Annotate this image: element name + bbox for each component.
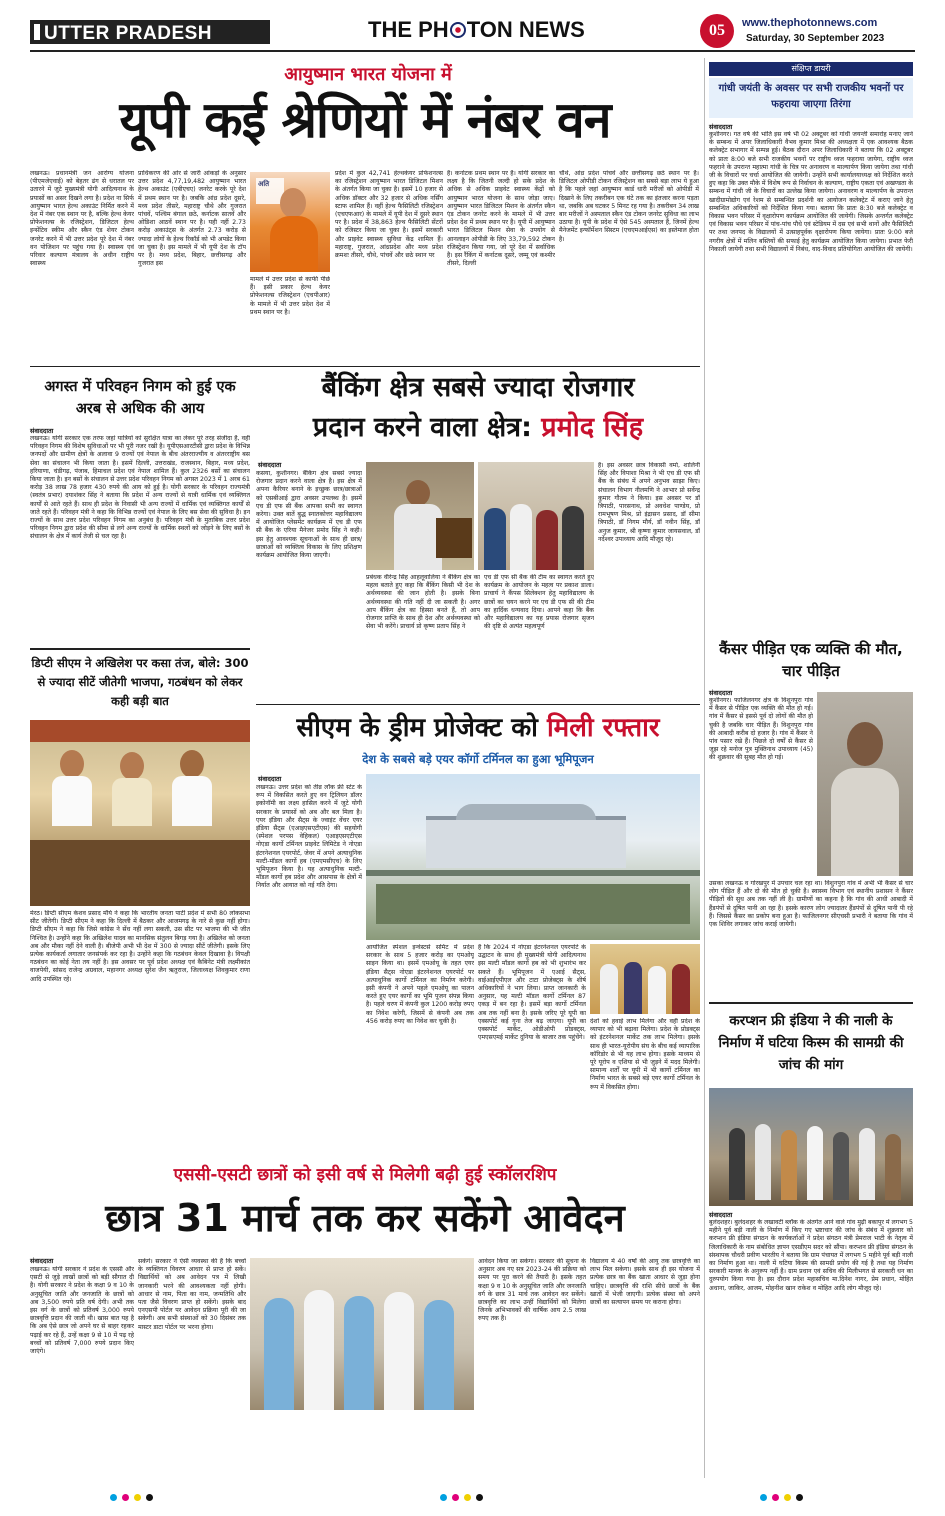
masthead-rule [30,50,915,52]
airport-byline: संवाददाता [258,775,282,783]
sidebar-body-3: बुलंदशहर। बुलंदशहर के लखावटी ब्लॉक के अंतर्गत आने वाले गांव मुढ़ी बकापुर में लगभग 5 महीने पूर्व बड़ी नाली के निर्माण में किए गए भ्रष्टाचार की जांच के संबंध में शुक्रवार को करप्शन फ्री इंडिया संगठन के कार्यकर्ताओं ने प्रदेश संगठन मंत्री प्रेमराज भाटी के नेतृत्व में जिलाधिकारी के नाम संबोधित ज्ञापन एसडीएम सदर को सौंपा। करप्शन फ्री इंडिया संगठन के संस्थापक चौधरी प्रवीण भारतीय ने बताया कि ग्राम पंचायत में लगभग 5 महीने पूर्व बड़ी नाली का निर्माण हुआ था। नाली में घटिया किस्म की सामग्री प्रयोग की गई है तथा यह निर्माण सरकारी मानक के अनुरूप नहीं है। ग्राम प्रधान एवं सचिव की मिलीभगत से सरकारी धन का दुरुपयोग किया गया है। इस दौरान प्रदेश महासचिव मा.दिनेश नागर, प्रेम प्रधान, मोहित अधाना, जाकिर, आजम, मोहनीश खान राकेश व मोहित आदि लोग मौजूद रहे। [709,1219,913,1292]
sidebar-body: कुशीनगर। गत वर्ष की भांति इस वर्ष भी 02 अक्टूबर को गांधी जयन्ती समारोह मनाए जाने के सम्बन्ध में अपर जिलाधिकारी वैभव कुमार मिश्रा की अध्यक्षता में एक आवश्यक बैठक कलेक्ट्रेट सभागार में सम्पन्न हुई। बैठक दौरान अपर जिलाधिकारी ने बताया कि 02 अक्टूबर को प्रातः 8:00 बजे सभी राजकीय भवनों पर राष्ट्रीय ध्वज फहराया जायेगा, राष्ट्रीय ध्वज फहराने के उपरान्त महात्मा गांधी के चित्र पर अनावरण व माल्यार्पण किया जायेगा तथा गांधी जी के विचारों पर चर्चा आयोजित की जायेगी। उन्होंने सभी कार्यालयाध्यक्ष को निर्देशित करते हुए कहा कि उक्त मौके में विशेष रूप से निर्वाचन के कल्याण, राष्ट्रीय एकता एवं अखण्डता के सम्बन्ध में गांधी जी के विचारों का उल्लेख किया जायेगा। अनावरण व माल्यार्पण के उपरान्त खादीग्रामोद्योग एवं रेशम से सम्बन्धित प्रदर्शनी का आयोजन कलेक्ट्रेट में कराए जाने हेतु सम्बन्धित अधिकारियों को निर्देशित किया गया। बताया कि प्रातः 8:30 बजे कलेक्ट्रेट व विकास भवन परिसर में वृक्षारोपण कार्यक्रम आयोजित की जायेगी। जिसके अन्तर्गत कलेक्ट्रेट एवं विकास भवन परिसर में पांच-पांच पौधे एवं स्टेडियम में दस एवं सभी थानों और फैसिलिटी पर तथा जनपद के विद्यालयों में उत्साहपूर्वक वृक्षारोपण किया जायेगा। प्रातः 9:00 बजे नगरीय क्षेत्रों में मलिन बस्तियों की सफाई हेतु कार्यक्रम आयोजित किया जायेगा। प्रभात फेरी निकाली जायेगी तथा सभी विद्यालयों में निबंध, वाद-विवाद प्रतियोगिता आयोजित की जायेगी। [709,131,913,253]
corruption-free-photo [709,1088,913,1206]
transport-byline: संवाददाता [30,427,54,435]
region-label: UTTER PRADESH [44,23,213,44]
region-tag [30,20,270,44]
bhoomipujan-photo [590,944,700,1014]
lead-col-3: प्रदेश में कुल 42,741 हेल्थकेयर प्रोफेशनल्स का रजिस्ट्रेशन आयुष्मान भारत डिजिटल मिशन के अंतर्गत किया जा चुका है। इसमें 10 हजार से अधिक डॉक्टर और 32 हजार से अधिक नर्सिंग स्टाफ शामिल हैं। वहीं हेल्थ फैसिलिटी रजिस्ट्रेशन (एचएफआर) के मामले में यूपी देश में दूसरे स्थान पर है। प्रदेश में 38,863 हेल्थ फैसिलिटी सेंटरों को रजिस्टर किया जा चुका है। इसमें सरकारी और प्राइवेट स्वास्थ्य सुविधा केंद्र शामिल हैं। महाराष्ट्र, गुजरात, आंध्रप्रदेश और मध्य प्रदेश क्रमशः तीसरे, चौथे, पांचवें और छठे स्थान पर [335,170,443,260]
sidebar-byline-3: संवाददाता [709,1211,733,1219]
website: www.thephotonnews.com [742,17,878,29]
airport-headline-text: सीएम के ड्रीम प्रोजेक्ट को [296,713,547,743]
banking-headline-line2 [256,408,700,448]
page-number: 05 [700,14,734,48]
banking-byline: संवाददाता [258,461,282,469]
banking-col-4: है। इस अवसर छात्र विकासी वर्मा, शालिनी सिंह और विपाशा मिश्रा ने भी एच डी एफ सी बैंक के संबंध में अपने अनुभव साझा किए। संचालन विभाग नीलमणि ने आभार प्रो सर्वेन्द्र कुमार गौतम ने किया। इस अवसर पर डॉ त्रिपाठी, पारसनाथ, प्रो अवधेश पाण्डेय, प्रो रामभूषण मिश्र, प्रो इंद्रासन प्रसाद, डॉ सीमा त्रिपाठी, डॉ निगम मौर्य, डॉ नवीन सिंह, डॉ अनुज कुमार, श्री कृष्णा कुमार जायसवाल, डॉ नर्देश्वर उपाध्याय आदि मौजूद रहे। [598,462,700,543]
banking-col-2: प्रबंधक वीरेन्द्र सिंह आहलूवालिया ने बैंकिंग क्षेत्र का महत्व बताते हुए कहा कि बैंकिंग किसी भी देश के अर्थव्यवस्था की जान होती है। इसके बिना अर्थव्यवस्था की गति नहीं दी जा सकती है। अगर आप बैंकिंग क्षेत्र का हिस्सा बनते हैं, तो आप रोजगार प्राप्ति के साथ ही देश और अर्थव्यवस्था को सेवा भी करेंगे। प्राचार्य प्रो कृष्ण प्रताप सिंह ने [366,574,480,631]
yogi-photo: अति [250,172,330,272]
students-photo [250,1258,474,1410]
lead-headline: यूपी कई श्रेणियों में नंबर वन [119,91,611,149]
banking-photo-audience [478,462,594,570]
deputy-cm-headline: डिप्टी सीएम ने अखिलेश पर कसा तंज, बोले: 300 से ज्यादा सीटें जीतेगी भाजपा, गठबंधन को लेकर कही बड़ी बात [30,648,250,711]
sidebar-headline: गांधी जयंती के अवसर पर सभी राजकीय भवनों पर फहराया जाएगा तिरंगा [718,83,904,110]
airport-col-4: देशों को हवाई लाभ मिलेगा और वहीं प्रदेश के व्यापार को भी बढ़ावा मिलेगा। प्रदेश के प्रोडक्ट्स को इंटरनेशनल मार्केट तक लाभ मिलेगा। इसके साथ ही भारत-यूरोपीय संघ के बीच कई व्यापारिक कॉरिडोर से भी यह लाभ होगा। इसके माध्यम से पूरे यूरोप व एशिया से भी जुड़ने में मदद मिलेगी। सामान्य शर्तों पर यूपी में भी कार्गो टर्मिनल का निर्माण भारत के सबसे बड़े एयर कार्गो टर्मिनल के रूप में विकसित होगा। [590,1018,700,1091]
airport-headline-highlight: मिली रफ्तार [546,713,660,743]
lead-kicker: आयुष्मान भारत योजना में [284,64,452,85]
lead-photo-caption: मामले में उत्तर प्रदेश से काफी पीछे हैं। इसी प्रकार हेल्थ केयर प्रोफेशनल्स रजिस्ट्रेशन (एचपीआर) के मामले में भी उत्तर प्रदेश देश में प्रथम स्थान पर है। [250,276,330,316]
sidebar-headline-3-box [709,1002,913,1086]
airport-col-1: लखनऊ। उत्तर प्रदेश को तीव्र लॉक फ्री स्टेट के रूप में विकसित करते हुए वन ट्रिलियन डॉलर इकोनॉमी का लक्ष्य हासिल करने में जुटे योगी सरकार के प्रयासों को अब और बल मिला है। एयर इंडिया और सैट्स के ज्वाइंट वेंचर एयर इंडिया सैट्स (एआइएसएटीएस) की सहयोगी (स्पेशल परपस वेहिकल) एआइएसएटीएस नोएडा कार्गो टर्मिनल प्राइवेट लिमिटेड ने नोएडा इंटरनेशनल एयरपोर्ट, जेवर में अपने अत्याधुनिक मल्टी-मॉडल कार्गो हब (एमएमसीएच) के लिए भूमिपूजन किया है। यह अत्याधुनिक मल्टी-मॉडल कार्गो हब प्रदेश और आसपास के क्षेत्रों में निर्यात और आयात को नई गति देगा। [256,784,362,890]
lead-col-5: चौथे, आंध्र प्रदेश पांचवें और छत्तीसगढ़ छठे स्थान पर है। डिजिटल ओपीडी टोकन रजिस्ट्रेशन का सबसे बड़ा लाभ ये हुआ है कि पहले जहां आयुष्मान कार्ड धारी मरीजों को ओपीडी में दिखाने के लिए तकरीबन एक घंटे तक का इंतजार करना पड़ता था, जबकि अब घटकर 5 मिनट रह गया है। तकरीबन 34 लाख बार मरीजों ने अस्पताल स्कैन एंड टोकन जनरेट सुविधा का लाभ उठाया है। यूपी के प्रदेश में ऐसे 545 अस्पताल हैं, जिनमें हेल्थ मैनेजमेंट इन्फॉर्मेशन सिस्टम (एचएमआईएस) का इस्तेमाल होता है। [559,170,699,243]
issue-date: Saturday, 30 September 2023 [746,33,885,44]
transport-body: लखनऊ। योगी सरकार एक तरफ जहां यात्रियों को सुरक्षित यात्रा का लेकर पूरे तरह संजीदा है, वहीं परिवहन निगम की विशेष सुविधाओं पर भी पूरी नजर रखी है। यूपीएसआरटीसी द्वारा प्रदेश के विभिन्न जनपदों और ग्रामीण क्षेत्रों के अलावा 9 राज्यों एवं नेपाल के बीच अंतरराज्यीय व अंतरराष्ट्रीय बस सेवा का संचालन भी किया जाता है। इसमें दिल्ली, उत्तराखंड, राजस्थान, बिहार, मध्य प्रदेश, हरियाणा, चंडीगढ़, पंजाब, हिमाचल प्रदेश एवं नेपाल शामिल हैं। कुल 2326 बसों का संचालन किया जाता है। इन बसों के संचालन से उत्तर प्रदेश परिवहन निगम को अगस्त 2023 में 1 अरब 61 करोड़ 38 लाख 78 हजार 430 रुपये की आय को हुई है। योगी सरकार के परिवहन राज्यमंत्री (स्वतंत्र प्रभार) दयाशंकर सिंह ने बताया कि प्रदेश में अन्य राज्यों से यात्री धार्मिक एवं व्यक्तिगत कार्यों से आते रहते हैं। साथ ही प्रदेश के निवासी भी अन्य राज्यों में धार्मिक एवं व्यक्तिगत कार्यों से जाते रहते हैं। परिवहन मंत्री ने कहा कि विभिन्न राज्यों एवं नेपाल के लिए बस सेवा की सुविधा है। इन राज्यों के साथ उत्तर प्रदेश परिवहन निगम का अनुबंध है। परिवहन मंत्री के मुताबिक उत्तर प्रदेश परिवहन निगम द्वारा प्रदेश की सीमा से लगे अन्य राज्यों के धार्मिक स्थलों को जोड़ने के लिए बसों के संचालन के क्षेत्र में कार्य तेजी से चल रहा है। [30,435,250,541]
sidebar-headline-2: कैंसर पीड़ित एक व्यक्ति की मौत, चार पीड़ित [719,640,903,680]
scholarship-col-4: विद्यालय में 40 वर्षों की आयु तक छात्रवृत्ति का लाभ मिल सकेगा। इसके साथ ही इस योजना में प्रत्येक छात्र का बैंक खाता आधार से जुड़ा होना चाहिए। छात्रवृत्ति की राशि सीधे छात्रों के बैंक खातों में भेजी जाएगी। प्रत्येक संस्था को अपने छात्रों का सत्यापन समय पर कराना होगा। [590,1258,700,1307]
paper-logo [368,17,592,47]
masthead [0,0,945,58]
sidebar-byline: संवाददाता [709,123,733,131]
paper-name-part1: THE PH [368,17,449,42]
banking-col-1: कसया, कुशीनगर। बैंकिंग क्षेत्र सबसे ज्यादा रोजगार प्रदान करने वाला क्षेत्र है। इस क्षेत्र में अपना कैरियर बनाने के इच्छुक छात्र/छात्राओं को एसबीआई द्वारा अवसर उपलब्ध है। इसमें एच डी एफ सी बैंक आपका सभी का स्वागत करेगा। उक्त बातें बुद्ध स्नातकोत्तर महाविद्यालय में आयोजित प्लेसमेंट कार्यक्रम में एच डी एफ सी बैंक के एरिया मैनेजर प्रमोद सिंह ने कही। इस हेतु आवश्यक सूचनाओं के साथ ही छात्र/छात्राओं को व्यक्तित्व विकास के लिए प्रशिक्षण कार्यक्रम आयोजित किया जाएगी। [256,470,362,560]
transport-headline: अगस्त में परिवहन निगम को हुई एक अरब से अधिक की आय [44,379,236,417]
photon-logo-icon [450,22,466,38]
scholarship-col-3: आवेदन किया जा सकेगा। सरकार की सूचना के अनुसार अब नए सत्र 2023-24 की प्रक्रिया को समय पर पूरा करने की तैयारी है। इसके तहत कक्षा 9 व 10 के अनुसूचित जाति और जनजाति वर्ग के छात्र 31 मार्च तक आवेदन कर सकेंगे। छात्रवृत्ति का लाभ उन्हीं विद्यार्थियों को मिलेगा जिनके अभिभावकों की वार्षिक आय 2.5 लाख रुपए तक है। [478,1258,586,1323]
scholarship-headline: छात्र 31 मार्च तक कर सकेंगे आवेदन [105,1196,625,1240]
sidebar-headline-3: करप्शन फ्री इंडिया ने की नाली के निर्माण में घटिया किस्म की सामग्री की जांच की मांग [718,1013,904,1073]
scholarship-kicker: एससी-एसटी छात्रों को इसी वर्ष से मिलेगी बढ़ी हुई स्कॉलरशिप [173,1165,557,1185]
print-registration-marks [0,1488,945,1508]
banking-headline-line1: बैंकिंग क्षेत्र सबसे ज्यादा रोजगार [321,372,635,403]
banking-headline-text: प्रदान करने वाला क्षेत्र: [312,412,542,443]
airport-col-3: है कि 2024 में नोएडा इंटरनेशनल एयरपोर्ट के उद्घाटन के साथ ही मुख्यमंत्री योगी आदित्यनाथ इस मल्टी मॉडल कार्गो हब को भी शुभारंभ कर सकते हैं। भूमिपूजन में एआई सैट्स, वाईआईएपीएल और टाटा प्रोजेक्ट्स के शीर्ष अधिकारियों ने भाग लिया। प्राप्त जानकारी के अनुसार, यह मल्टी मॉडल कार्गो टर्मिनल 87 एकड़ में बन रहा है। इसमें बड़ा कार्गो टर्मिनल अब तक नहीं बना है। इसके जरिए पूरे यूपी का एक्सपोर्ट कई गुना तेज बढ़ जाएगा। यूपी का एक्सपोर्ट मार्केट, ओडीओपी प्रोडक्ट्स, एमएसएमई मार्केट दुनिया के बाजार तक पहुंचेंगे। [478,944,586,1042]
banking-col-3: एच डी एफ सी बैंक की टीम का स्वागत करते हुए कार्यक्रम के आयोजन के महत्व पर प्रकाश डाला। प्राचार्य ने कैंपस सिलेक्शन हेतु महाविद्यालय के छात्रों का चयन करने पर एच डी एफ सी की टीम का हार्दिक धन्यवाद दिया। आपने कहा कि बैंक और महाविद्यालय का यह प्रयास रोजगार सृजन की दृष्टि से अत्यंत महत्वपूर्ण [484,574,594,631]
lead-col-2: प्राधिकरण की ओर से जारी आंकड़ों के अनुसार उत्तर प्रदेश 4,77,19,482 आयुष्मान भारत हेल्थ अकाउंट (एबीएचए) जनरेट करके पूरे देश में प्रथम स्थान पर है। जबकि आंध्र प्रदेश दूसरे, मध्य प्रदेश तीसरे, महाराष्ट्र चौथे और गुजरात पांचवें, पश्चिम बंगाल छठे, कर्नाटक सातवें और ओडिशा आठवें स्थान पर है। यही नहीं 2.73 करोड़ अकाउंट्स के अंतर्गत 2.73 करोड़ से ज्यादा लोगों के हेल्थ रिकॉर्ड को भी अपडेट किया जा चुका है। इस मामले में भी यूपी देश के टॉप पर है। मध्य प्रदेश, बिहार, छत्तीसगढ़ और गुजरात इस [138,170,246,268]
lead-col-1: लखनऊ। प्रधानमंत्री जन आरोग्य योजना (पीएमजेएवाई) को बेहतर ढंग से धरातल पर उतारने में जुटे मुख्यमंत्री योगी आदित्यनाथ के प्रयासों का असर दिखने लगा है। प्रदेश ना सिर्फ आयुष्मान भारत हेल्थ अकाउंट निर्मित करने में देश में नंबर एक स्थान पर है, बल्कि हेल्थ केयर प्रोफेशनल्स के रजिस्ट्रेशन, डिजिटल हेल्थ इन्सेंटिव स्कीम और स्कैन एंड शेयर टोकन जनरेट करने में भी उत्तर प्रदेश पूरे देश में नंबर वन पोजिशन पर पहुंच गया है। स्वास्थ्य एवं परिवार कल्याण मंत्रालय के अधीन राष्ट्रीय स्वास्थ्य [30,170,134,268]
deputy-cm-body: मेरठ। डिप्टी सीएम केशव प्रसाद मौर्य ने कहा कि भारतीय जनता पार्टी प्रदेश में सभी 80 लोकसभा सीट जीतेगी। डिप्टी सीएम ने कहा कि दिल्ली में बैठकर और आजमगढ़ के नारे से कुछ नहीं होगा। डिप्टी सीएम ने कहा कि जिसे कांग्रेस ने सेंध नहीं लगा सकती, उस सीट पर भाजपा की भी जीत निश्चित है। उन्होंने कहा कि अखिलेश यादव का मानसिक संतुलन बिगड़ गया है। अखिलेश को जनता अब और मौका नहीं देने वाली है। बीजेपी अभी भी देश में 300 से ज्यादा सीटें जीतेगी। इसके लिए प्रत्येक कार्यकर्ता लगातार जनसंपर्क कर रहा है। उन्होंने कहा कि गठबंधन केवल दिखावा है। विपक्षी गठबंधन का कोई नेता तय नहीं है। इस अवसर पर पूर्व प्रदेश अध्यक्ष एवं कैबिनेट मंत्री लक्ष्मीकांत वाजपेयी, सांसद राजेन्द्र अग्रवाल, महानगर अध्यक्ष सुरेश जैन ऋतुराज, जिलाध्यक्ष शिवकुमार राणा आदि उपस्थित रहे। [30,910,250,983]
banking-headline-name: प्रमोद सिंह [541,412,644,443]
cargo-terminal-render [366,774,700,940]
sidebar-column [704,58,916,1478]
banking-bottom-rule [256,704,700,705]
airport-headline [256,706,700,750]
sidebar-byline-2: संवाददाता [709,689,733,697]
scholarship-byline: संवाददाता [30,1257,54,1265]
banking-photo-speaker [366,462,474,570]
sidebar-body-2b: उसका लखनऊ व गोरखपुर में उपचार चल रहा था। विशुनपुरा गांव में अभी भी कैंसर से चार लोग पीड़ित हैं और दो की मौत हो चुकी है। स्वास्थ्य विभाग एवं स्थानीय प्रशासन ने कैंसर पीड़ितों की सुध अब तक नहीं ली है। ग्रामीणों का कहना है कि गांव की आधी आबादी में हैंडपंपों से दूषित पानी आ रहा है। इसके कारण लोग ज्यादातर हैंडपंपों से दूषित पानी पी रहे हैं। जिससे कैंसर का प्रकोप बना हुआ है। फाजिलनगर सीएचसी प्रभारी ने बताया कि गांव में एक शिविर लगाकर जांच कराई जायेगी। [709,880,913,929]
airport-col-2: आयोजित स्पेशल इन्वेस्टर्स समिट में प्रदेश सरकार के साथ 5 हजार करोड़ का एमओयू साइन किया था। इसमें एमओयू के तहत एयर इंडिया सैट्स नोएडा इंटरनेशनल एयरपोर्ट पर अत्याधुनिक कार्गो टर्मिनल का निर्माण करेगी। इसी कंपनी ने अपने पहले एमओयू का पालन करते हुए एयर कार्गो का भूमि पूजन संपन्न किया है। पहले चरण में कंपनी कुल 1200 करोड़ रुपए का निवेश करेगी, जिसमें से कंपनी अब तक 456 करोड़ रुपए का निवेश कर चुकी है। [366,944,474,1025]
lead-bottom-rule [30,366,700,367]
cancer-victim-photo [817,692,913,876]
sidebar-label: संक्षिप्त डायरी [709,62,913,76]
deputy-cm-photo [30,720,250,906]
sidebar-body-2a: कुशीनगर। फाजिलनगर क्षेत्र के विशुनपुरा गांव में कैंसर से पीड़ित एक व्यक्ति की मौत हो गई। गांव में कैंसर से इससे पूर्व दो लोगों की मौत हो चुकी है जबकि चार पीड़ित हैं। विशुनपुरा गांव की आबादी करीब दो हजार है। गांव में कैंसर ने पांव पसार रखे हैं। पिछले दो वर्षों से कैंसर से जूझ रहे मनोज पुत्र मुक्तिनाथ उपाध्याय (45) की शुक्रवार की सुबह मौत हो गई। [709,697,813,762]
paper-name-part2: TON NEWS [466,17,585,42]
students-photo-caption-area [250,1414,474,1474]
lead-col-4: है। कर्नाटक प्रथम स्थान पर है। योगी सरकार का लक्ष्य है कि जितनी जल्दी हो सके प्रदेश के अधिक से अधिक प्राइवेट स्वास्थ्य केंद्रों को आयुष्मान भारत योजना के साथ जोड़ा जाए। आयुष्मान भारत डिजिटल मिशन के अंतर्गत स्कैन एंड टोकन जनरेट करने के मामले में भी उत्तर प्रदेश देश में प्रथम स्थान पर है। यूपी में आयुष्मान भारत डिजिटल मिशन सेवा के उपयोग से आनलाइन ओपीडी के लिए 33,79,592 टोकन रजिस्ट्रेशन किया गया, जो पूरे देश में सर्वाधिक है। इस रैंकिंग में कर्नाटक दूसरे, जम्मू एवं कश्मीर तीसरे, दिल्ली [447,170,555,268]
sidebar-headline-box [709,78,913,118]
airport-subhead: देश के सबसे बड़े एयर कॉर्गो टर्मिनल का हुआ भूमिपूजन [362,752,594,766]
scholarship-col-2: सकेंगे। सरकार ने ऐसी व्यवस्था की है कि बच्चों के व्यक्तिगत विवरण आधार से प्राप्त हो सकें। विद्यार्थियों को अब आवेदन पत्र में लिखी जानकारी भरने की आवश्यकता नहीं होगी। आधार से नाम, पिता का नाम, जन्मतिथि और पता जैसे विवरण प्राप्त हो सकेंगे। इसके बाद एनएसपी पोर्टल पर आवेदन प्रक्रिया पूरी की जा सकेगी। अब सभी संस्थाओं को 30 दिसंबर तक मास्टर डाटा पोर्टल पर भरना होगा। [138,1258,246,1331]
scholarship-col-1: लखनऊ। योगी सरकार ने प्रदेश के एससी और एसटी से जुड़े लाखों छात्रों को बड़ी सौगात दी है। योगी सरकार ने प्रदेश के कक्षा 9 व 10 के अनुसूचित जाति और जनजाति के छात्रों को अब 3,500 रुपये प्रति वर्ष देगी। अभी तक इस वर्ग के छात्रों को प्रतिवर्ष 3,000 रुपये छात्रवृत्ति प्रदान की जाती थी। खास बात यह है कि अब ऐसे छात्र जो अपने घर से बाहर रहकर पढ़ाई कर रहे हैं, उन्हें कक्षा 9 से 10 में पढ़ रहे बच्चों को प्रतिवर्ष 7,000 रुपये प्रदान किए जाएंगे। [30,1266,134,1356]
